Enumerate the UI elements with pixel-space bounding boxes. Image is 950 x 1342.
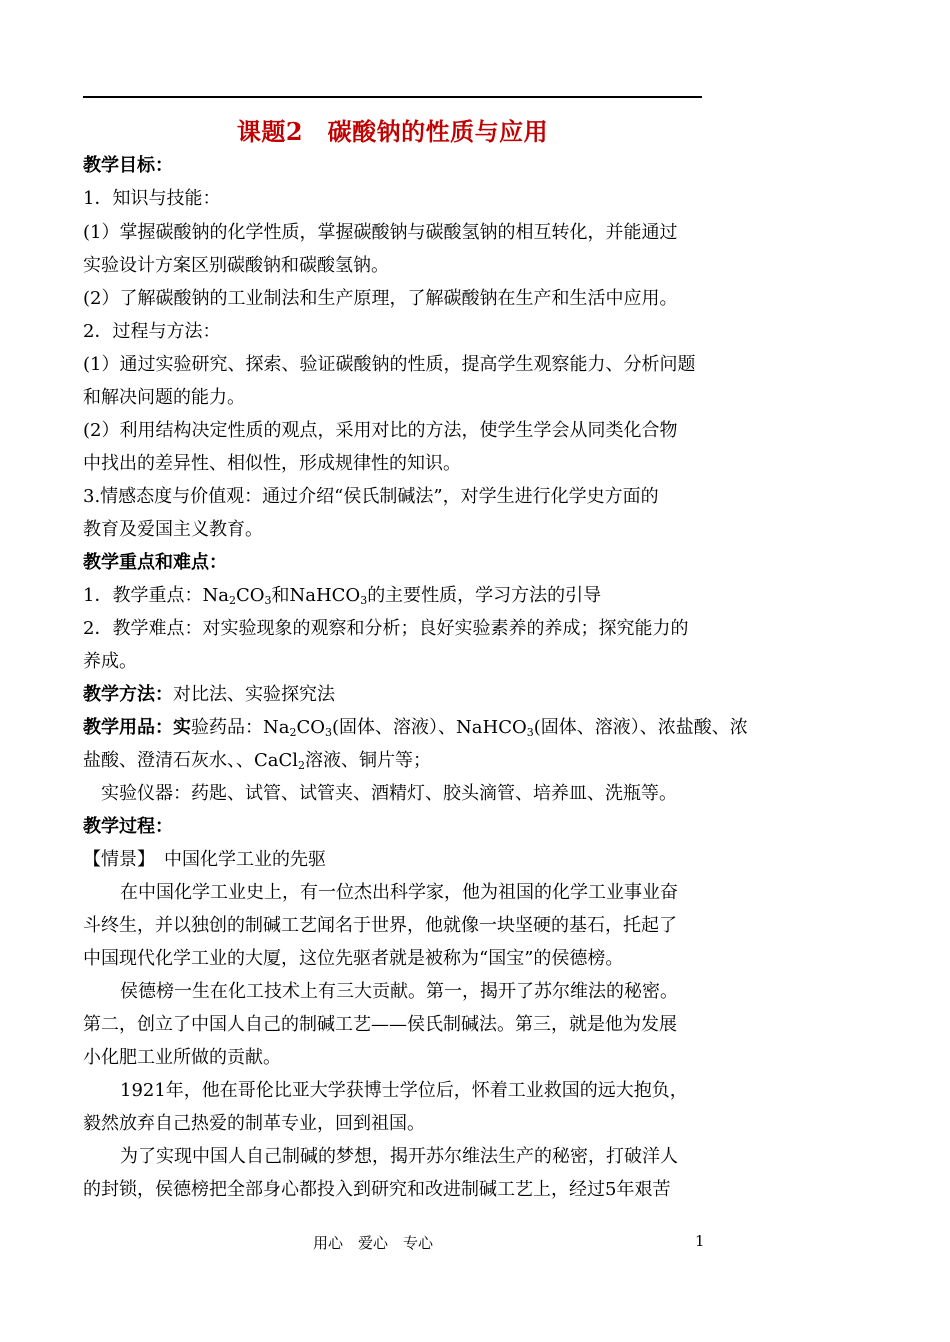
subscript: 3 xyxy=(264,594,272,607)
paragraph2-line1: 侯德榜一生在化工技术上有三大贡献。第一，揭开了苏尔维法的秘密。 xyxy=(120,981,678,1002)
formula-part: 和NaHCO xyxy=(271,585,361,606)
goal2-item2-line2: 中找出的差异性、相似性，形成规律性的知识。 xyxy=(83,453,461,474)
materials-part: (固体、溶液）、NaHCO xyxy=(332,717,527,738)
goal1-item2: (2）了解碳酸钠的工业制法和生产原理，了解碳酸钠在生产和生活中应用。 xyxy=(83,288,678,309)
page-title: 课题2 碳酸钠的性质与应用 xyxy=(236,117,549,146)
materials-part: 验药品：Na xyxy=(191,717,290,738)
methods-label: 教学方法： xyxy=(83,684,173,705)
methods-value: 对比法、实验探究法 xyxy=(173,684,335,705)
formula-part: CO xyxy=(296,717,326,738)
keypoint1-rest: 的主要性质，学习方法的引导 xyxy=(367,585,602,606)
scene-heading: 【情景】 中国化学工业的先驱 xyxy=(83,849,326,870)
goal2-item1-line1: (1）通过实验研究、探索、验证碳酸钠的性质，提高学生观察能力、分析问题 xyxy=(83,354,696,375)
subscript: 2 xyxy=(289,726,297,739)
materials-part: 溶液、铜片等； xyxy=(305,750,432,771)
methods-line xyxy=(83,683,335,707)
subscript: 3 xyxy=(526,726,534,739)
paragraph1-line1: 在中国化学工业史上，有一位杰出科学家，他为祖国的化学工业事业奋 xyxy=(120,882,678,903)
subscript: 2 xyxy=(298,759,306,772)
formula-part: CO xyxy=(235,585,265,606)
page-footer xyxy=(0,1232,950,1256)
goal2-heading: 2．过程与方法： xyxy=(83,321,221,342)
paragraph4-line2: 的封锁，侯德榜把全部身心都投入到研究和改进制碱工艺上，经过5年艰苦 xyxy=(83,1179,671,1200)
page-number: 1 xyxy=(695,1232,705,1250)
materials-line1 xyxy=(83,716,748,745)
paragraph2-line3: 小化肥工业所做的贡献。 xyxy=(83,1047,281,1068)
instruments-line: 实验仪器：药匙、试管、试管夹、酒精灯、胶头滴管、培养皿、洗瓶等。 xyxy=(101,783,677,804)
subscript: 2 xyxy=(228,594,236,607)
paragraph3-line2: 毅然放弃自己热爱的制革专业，回到祖国。 xyxy=(83,1113,425,1134)
keypoints-heading: 教学重点和难点： xyxy=(83,552,227,573)
paragraph1-line3: 中国现代化学工业的大厦，这位先驱者就是被称为“国宝”的侯德榜。 xyxy=(83,948,624,969)
difficulty-line2: 养成。 xyxy=(83,651,137,672)
footer-text: 用心 爱心 专心 xyxy=(313,1234,434,1252)
goal2-item2-line1: (2）利用结构决定性质的观点，采用对比的方法，使学生学会从同类化合物 xyxy=(83,420,678,441)
goal3-line1: 3.情感态度与价值观：通过介绍“侯氏制碱法”，对学生进行化学史方面的 xyxy=(83,486,659,507)
goal1-heading: 1．知识与技能： xyxy=(83,188,221,209)
difficulty-line1: 2．教学难点：对实验现象的观察和分析；良好实验素养的养成；探究能力的 xyxy=(83,618,689,639)
subscript: 3 xyxy=(360,594,368,607)
goal1-item1-line1: (1）掌握碳酸钠的化学性质，掌握碳酸钠与碳酸氢钠的相互转化，并能通过 xyxy=(83,222,678,243)
materials-label: 教学用品：实 xyxy=(83,717,191,738)
process-heading: 教学过程： xyxy=(83,816,173,837)
paragraph4-line1: 为了实现中国人自己制碱的梦想，揭开苏尔维法生产的秘密，打破洋人 xyxy=(120,1146,678,1167)
paragraph1-line2: 斗终生，并以独创的制碱工艺闻名于世界，他就像一块坚硬的基石，托起了 xyxy=(83,915,677,936)
goals-heading: 教学目标： xyxy=(83,155,173,176)
header-rule xyxy=(83,96,702,98)
keypoint1-prefix: 1．教学重点：Na xyxy=(83,585,229,606)
paragraph3-line1: 1921年，他在哥伦比亚大学获博士学位后，怀着工业救国的远大抱负， xyxy=(120,1080,688,1101)
keypoint1-line xyxy=(83,584,601,613)
goal3-line2: 教育及爱国主义教育。 xyxy=(83,519,263,540)
paragraph2-line2: 第二，创立了中国人自己的制碱工艺——侯氏制碱法。第三，就是他为发展 xyxy=(83,1014,677,1035)
goal1-item1-line2: 实验设计方案区别碳酸钠和碳酸氢钠。 xyxy=(83,255,389,276)
goal2-item1-line2: 和解决问题的能力。 xyxy=(83,387,245,408)
materials-part: 盐酸、澄清石灰水、、CaCl xyxy=(83,750,299,771)
materials-line2 xyxy=(83,749,431,778)
subscript: 3 xyxy=(325,726,333,739)
materials-part: (固体、溶液）、浓盐酸、浓 xyxy=(533,717,748,738)
